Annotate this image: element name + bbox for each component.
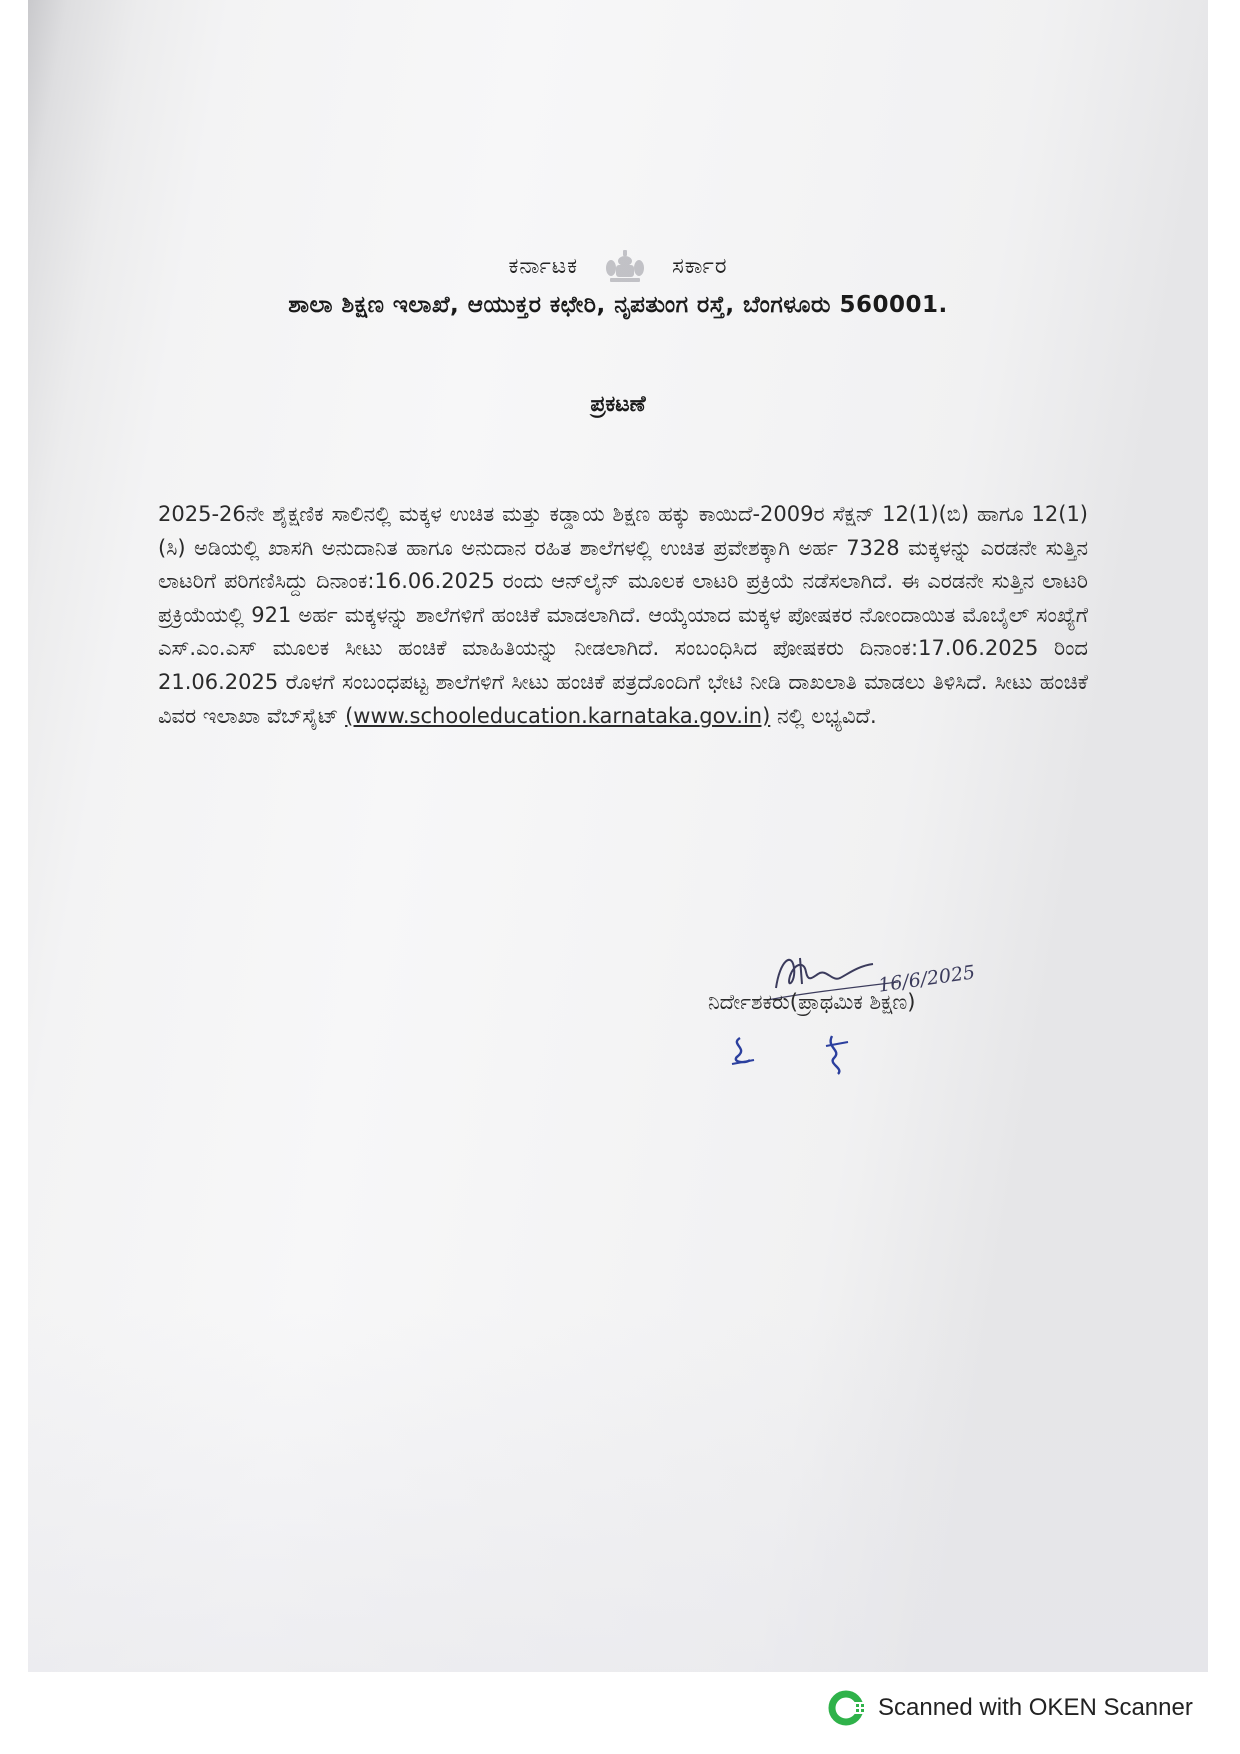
department-website-link[interactable]: (www.schooleducation.karnataka.gov.in) [345,703,771,728]
handwritten-initials-icon [726,1030,886,1076]
scanner-watermark [828,1686,1193,1730]
notice-title: ಪ್ರಕಟಣೆ [590,392,646,417]
government-name-left: ಕರ್ನಾಟಕ [508,254,579,279]
signature-date: 16/6/2025 [876,961,977,997]
scanner-text: Scanned with OKEN Scanner [878,1694,1193,1721]
department-address: ಶಾಲಾ ಶಿಕ್ಷಣ ಇಲಾಖೆ, ಆಯುಕ್ತರ ಕಛೇರಿ, ನೃಪತುಂಗ ರಸ್ತೆ, ಬೆಂಗಳೂರು 560001. [288,292,948,318]
karnataka-emblem-icon [604,248,646,286]
government-name-right: ಸರ್ಕಾರ [672,254,728,279]
oken-scanner-logo-icon [828,1688,868,1728]
notice-body-ending: ನಲ್ಲಿ ಲಭ್ಯವಿದೆ. [770,703,877,728]
notice-body-text: 2025-26ನೇ ಶೈಕ್ಷಣಿಕ ಸಾಲಿನಲ್ಲಿ ಮಕ್ಕಳ ಉಚಿತ ಮತ್ತು ಕಡ್ಡಾಯ ಶಿಕ್ಷಣ ಹಕ್ಕು ಕಾಯಿದೆ-2009ರ ಸೆಕ್ಷನ್ 12(1)(ಬಿ) ಹಾಗೂ 12(1)(ಸಿ) ಅಡಿಯಲ್ಲಿ ಖಾಸಗಿ ಅನುದಾನಿತ ಹಾಗೂ ಅನುದಾನ ರಹಿತ ಶಾಲೆಗಳಲ್ಲಿ ಉಚಿತ ಪ್ರವೇಶಕ್ಕಾಗಿ ಅರ್ಹ 7328 ಮಕ್ಕಳನ್ನು ಎರಡನೇ ಸುತ್ತಿನ ಲಾಟರಿಗೆ ಪರಿಗಣಿಸಿದ್ದು ದಿನಾಂಕ:16.06.2025 ರಂದು ಆನ್‌ಲೈನ್ ಮೂಲಕ ಲಾಟರಿ ಪ್ರಕ್ರಿಯೆ ನಡೆಸಲಾಗಿದೆ. ಈ ಎರಡನೇ ಸುತ್ತಿನ ಲಾಟರಿ ಪ್ರಕ್ರಿಯೆಯಲ್ಲಿ 921 ಅರ್ಹ ಮಕ್ಕಳನ್ನು ಶಾಲೆಗಳಿಗೆ ಹಂಚಿಕೆ ಮಾಡಲಾಗಿದೆ. ಆಯ್ಕೆಯಾದ ಮಕ್ಕಳ ಪೋಷಕರ ನೋಂದಾಯಿತ ಮೊಬೈಲ್ ಸಂಖ್ಯೆಗೆ ಎಸ್.ಎಂ.ಎಸ್ ಮೂಲಕ ಸೀಟು ಹಂಚಿಕೆ ಮಾಹಿತಿಯನ್ನು ನೀಡಲಾಗಿದೆ. ಸಂಬಂಧಿಸಿದ ಪೋಷಕರು ದಿನಾಂಕ:17.06.2025 ರಿಂದ 21.06.2025 ರೊಳಗೆ ಸಂಬಂಧಪಟ್ಟ ಶಾಲೆಗಳಿಗೆ ಸೀಟು ಹಂಚಿಕೆ ಪತ್ರದೊಂದಿಗೆ ಭೇಟಿ ನೀಡಿ ದಾಖಲಾತಿ ಮಾಡಲು ತಿಳಿಸಿದೆ. ಸೀಟು ಹಂಚಿಕೆ ವಿವರ ಇಲಾಖಾ ವೆಬ್‌ಸೈಟ್ [158,502,1088,728]
scanned-document-page [28,0,1208,1672]
signature-block [708,938,1088,1068]
government-header [28,248,1208,286]
notice-body [158,498,1088,733]
signatory-designation: ನಿರ್ದೇಶಕರು(ಪ್ರಾಥಮಿಕ ಶಿಕ್ಷಣ) [708,990,916,1014]
